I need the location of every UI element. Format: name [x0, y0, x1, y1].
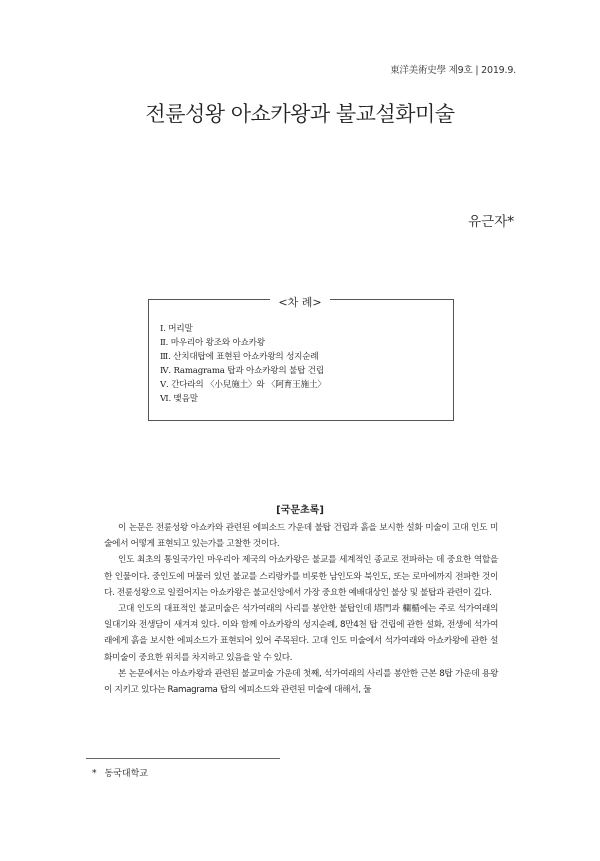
footnote-mark: *: [92, 769, 97, 779]
abstract-paragraph: 이 논문은 전륜성왕 아쇼카와 관련된 에피소드 가운데 불탑 건립과 흙을 보시한 설화 미술이 고대 인도 미술에서 어떻게 표현되고 있는가를 고찰한 것이다.: [104, 523, 498, 550]
footnote-text: 동국대학교: [104, 769, 148, 779]
toc-item: Ⅳ. Ramagrama 탑과 아쇼카왕의 불탑 건립: [160, 366, 324, 376]
toc-item: Ⅰ. 머리말: [160, 324, 193, 334]
abstract-paragraph: 인도 최초의 통일국가인 마우리아 제국의 아쇼카왕은 불교를 세계적인 종교로 전파하는 데 중요한 역할을 한 인물이다. 중인도에 머물러 있던 불교를 스리랑카를 비롯한 남인도와 북인도, 또는 로마에까지 전파한 것이다. 전륜성왕으로 일컬어지는 아쇼카왕은 불교신앙에서 가장 중요한 예배대상인 불상 및 불탑과 관련이 깊다.: [104, 555, 498, 598]
toc-item: Ⅲ. 산치대탑에 표현된 아쇼카왕의 성지순례: [160, 352, 319, 362]
footnote-divider: [86, 758, 280, 759]
abstract-paragraph: 고대 인도의 대표적인 불교미술은 석가여래의 사리를 봉안한 불탑인데 塔門과 欄楯에는 주로 석가여래의 일대기와 전생담이 새겨져 있다. 이와 함께 아쇼카왕의 성지순례, 8만4천 탑 건립에 관한 설화, 전생에 석가여래에게 흙을 보시한 에피소드가 표현되어 있어 주목된다. 고대 인도 미술에서 석가여래와 아쇼카왕에 관한 설화미술이 중요한 위치를 차지하고 있음을 알 수 있다.: [104, 604, 498, 663]
toc-item: Ⅱ. 마우리아 왕조와 아쇼카왕: [160, 338, 265, 348]
toc-heading-label: <차 례>: [270, 296, 329, 309]
abstract-heading: [국문초록]: [276, 505, 324, 516]
toc-item: Ⅵ. 맺음말: [160, 394, 198, 404]
toc-item: Ⅴ. 간다라의 〈小兒施土〉와 〈阿育王施土〉: [160, 380, 326, 390]
footnote: [92, 766, 148, 779]
abstract-body: [104, 520, 498, 698]
toc-list: [160, 322, 326, 406]
author-name: 유근자*: [468, 214, 514, 230]
abstract-paragraph: 본 논문에서는 아쇼카왕과 관련된 불교미술 가운데 첫째, 석가여래의 사리를 봉안한 근본 8탑 가운데 용왕이 지키고 있다는 Ramagrama 탑의 에피소드와 관련된 미술에 대해서, 둘: [104, 668, 498, 696]
toc-heading: [0, 291, 600, 310]
paper-title: 전륜성왕 아쇼카왕과 불교설화미술: [145, 102, 455, 126]
journal-header: 東洋美術史學 제9호 | 2019.9.: [390, 65, 516, 76]
